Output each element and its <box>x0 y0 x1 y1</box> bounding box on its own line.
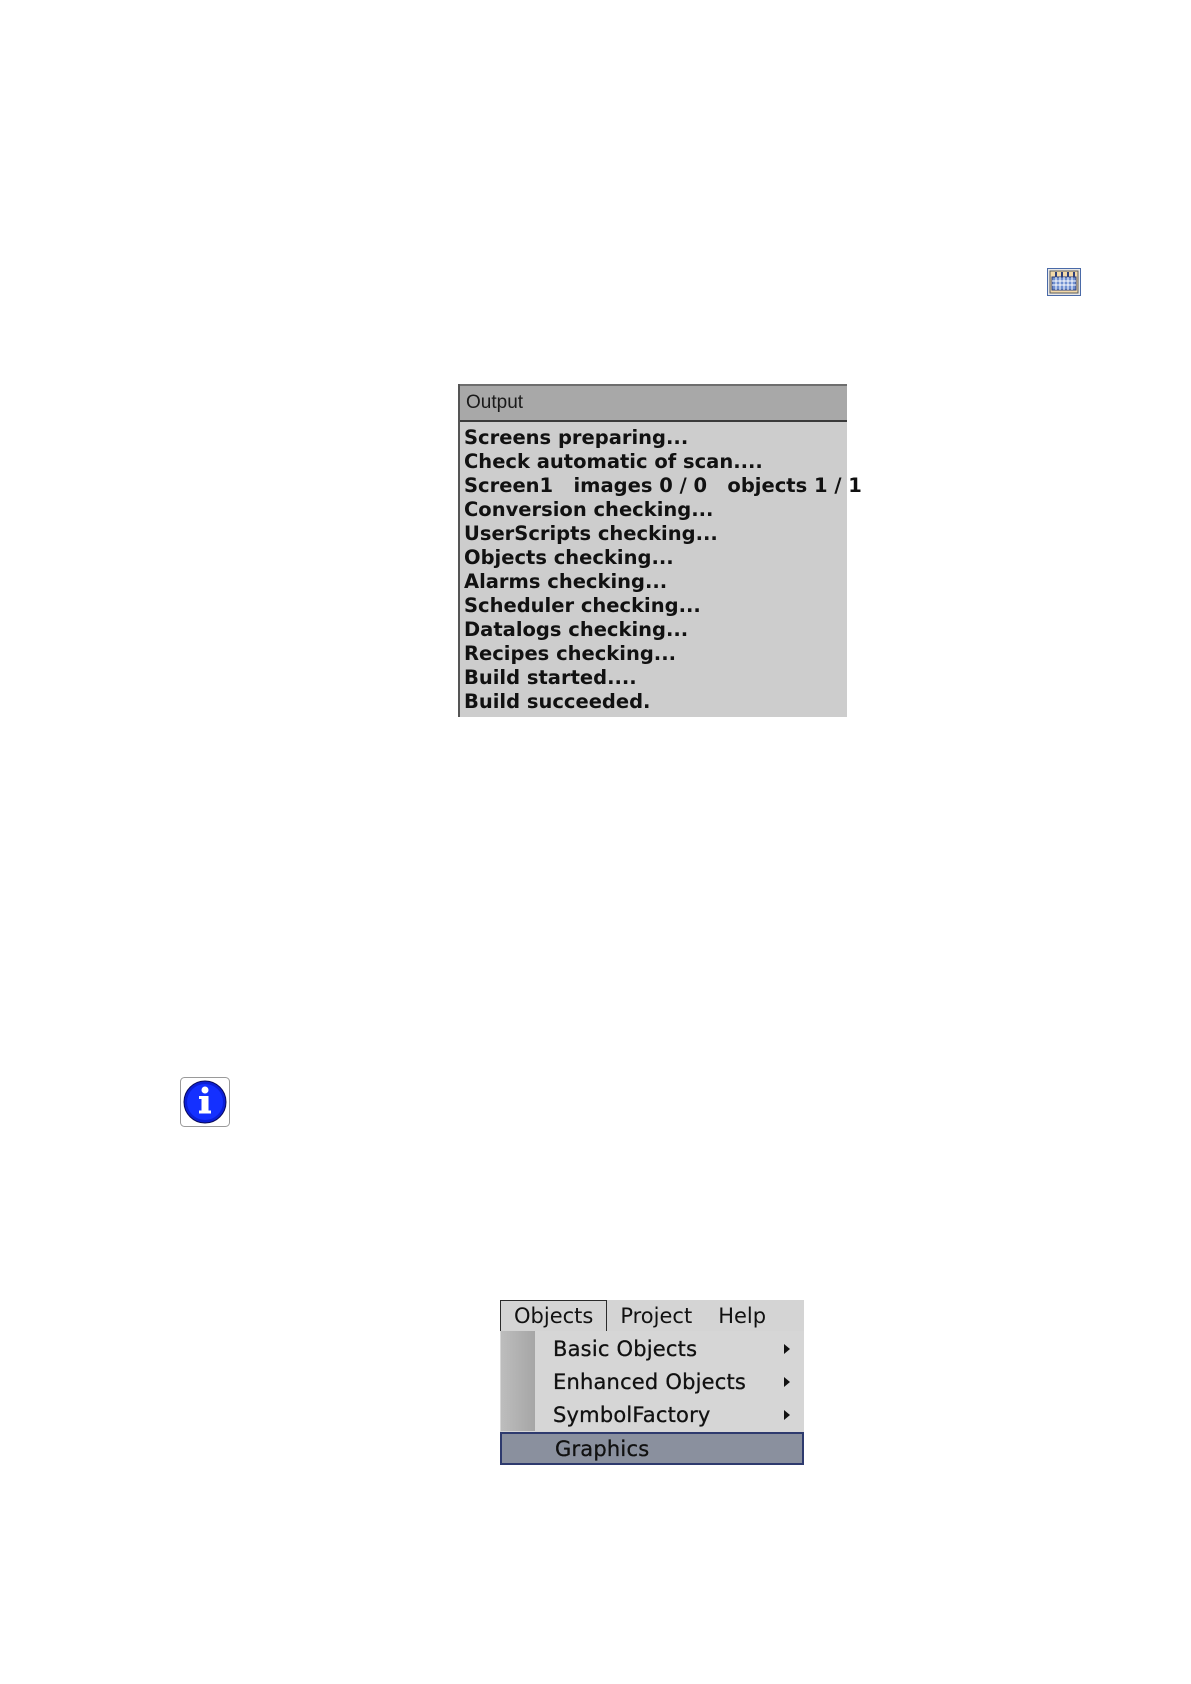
output-line: Check automatic of scan.... <box>464 450 763 473</box>
menu-item-label: SymbolFactory <box>553 1402 711 1427</box>
output-panel <box>458 384 862 717</box>
menu-item-graphics[interactable] <box>500 1432 804 1465</box>
menu-item-symbolfactory[interactable] <box>500 1398 804 1431</box>
menu-help[interactable]: Help <box>718 1303 767 1328</box>
output-line: Screen1 images 0 / 0 objects 1 / 1 <box>464 474 862 497</box>
output-line: UserScripts checking... <box>464 522 718 545</box>
menu-item-basic-objects[interactable] <box>500 1332 804 1365</box>
menu-project[interactable]: Project <box>620 1303 693 1328</box>
submenu-arrow-icon <box>784 1344 790 1354</box>
menu-objects[interactable]: Objects <box>500 1300 607 1331</box>
build-icon[interactable] <box>1047 268 1081 296</box>
output-line: Scheduler checking... <box>464 594 701 617</box>
submenu-arrow-icon <box>784 1410 790 1420</box>
output-line: Alarms checking... <box>464 570 668 593</box>
menu-item-label: Basic Objects <box>553 1336 698 1361</box>
objects-dropdown <box>500 1331 804 1465</box>
output-line: Conversion checking... <box>464 498 714 521</box>
info-icon <box>180 1077 230 1127</box>
output-panel-title: Output <box>460 384 847 422</box>
output-line: Build succeeded. <box>464 690 651 713</box>
menu-item-label: Graphics <box>555 1436 650 1461</box>
output-line: Objects checking... <box>464 546 674 569</box>
menu-item-enhanced-objects[interactable] <box>500 1365 804 1398</box>
output-line: Screens preparing... <box>464 426 689 449</box>
menubar <box>500 1300 804 1332</box>
output-line: Build started.... <box>464 666 637 689</box>
objects-menu-screenshot <box>500 1300 804 1465</box>
output-line: Datalogs checking... <box>464 618 689 641</box>
submenu-arrow-icon <box>784 1377 790 1387</box>
menu-item-label: Enhanced Objects <box>553 1369 747 1394</box>
output-line: Recipes checking... <box>464 642 677 665</box>
output-log <box>460 422 862 714</box>
